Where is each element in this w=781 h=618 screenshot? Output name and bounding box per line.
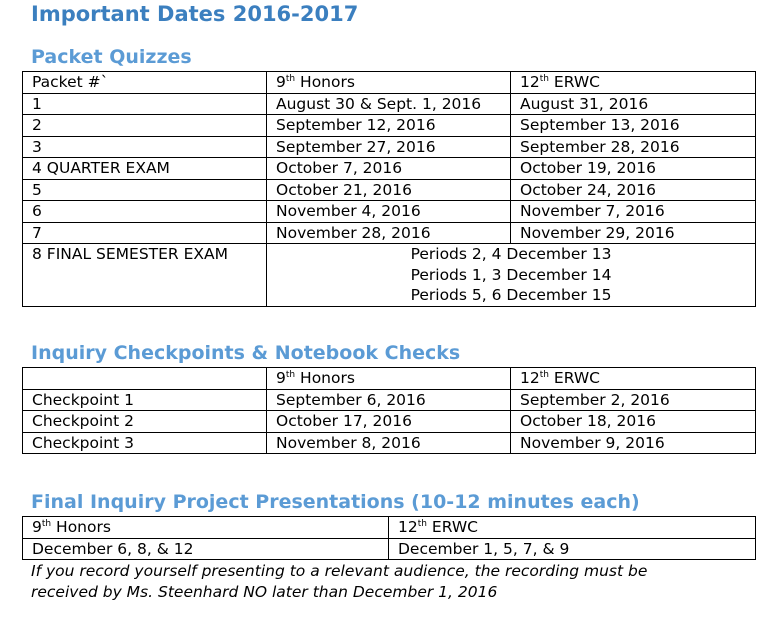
honors-date-cell: October 17, 2016 bbox=[267, 411, 511, 433]
erwc-date-cell: October 24, 2016 bbox=[511, 179, 756, 201]
header-9th-honors: 9th Honors bbox=[267, 72, 511, 94]
table-header-row bbox=[23, 72, 756, 94]
final-exam-row bbox=[23, 244, 756, 307]
honors-date-cell: October 7, 2016 bbox=[267, 158, 511, 180]
honors-date-cell: September 12, 2016 bbox=[267, 115, 511, 137]
erwc-date-cell: September 28, 2016 bbox=[511, 136, 756, 158]
table-row bbox=[23, 411, 756, 433]
header-empty bbox=[23, 368, 267, 390]
erwc-date-cell: October 18, 2016 bbox=[511, 411, 756, 433]
packet-cell: 5 bbox=[23, 179, 267, 201]
final-exam-period-line: Periods 2, 4 December 13 bbox=[410, 245, 612, 263]
recording-note-line: received by Ms. Steenhard NO later than December 1, 2016 bbox=[31, 583, 498, 601]
table-row bbox=[23, 201, 756, 223]
erwc-date-cell: September 2, 2016 bbox=[511, 389, 756, 411]
recording-note bbox=[31, 561, 647, 603]
erwc-date-cell: November 9, 2016 bbox=[511, 432, 756, 454]
header-packet-number: Packet #` bbox=[23, 72, 267, 94]
erwc-date-cell: October 19, 2016 bbox=[511, 158, 756, 180]
honors-date-cell: September 27, 2016 bbox=[267, 136, 511, 158]
table-row bbox=[23, 158, 756, 180]
recording-note-line: If you record yourself presenting to a relevant audience, the recording must be bbox=[31, 562, 648, 580]
packet-cell: 6 bbox=[23, 201, 267, 223]
erwc-date-cell: December 1, 5, 7, & 9 bbox=[389, 538, 756, 560]
table-row bbox=[23, 136, 756, 158]
checkpoint-cell: Checkpoint 2 bbox=[23, 411, 267, 433]
table-row bbox=[23, 538, 756, 560]
final-project-table bbox=[22, 516, 756, 560]
packet-cell: 7 bbox=[23, 222, 267, 244]
packet-cell: 1 bbox=[23, 93, 267, 115]
erwc-date-cell: November 7, 2016 bbox=[511, 201, 756, 223]
page-title: Important Dates 2016-2017 bbox=[31, 2, 359, 26]
final-exam-label: 8 FINAL SEMESTER EXAM bbox=[23, 244, 267, 307]
table-row bbox=[23, 93, 756, 115]
checkpoint-cell: Checkpoint 3 bbox=[23, 432, 267, 454]
packet-cell: 2 bbox=[23, 115, 267, 137]
erwc-date-cell: August 31, 2016 bbox=[511, 93, 756, 115]
table-row bbox=[23, 115, 756, 137]
header-9th-honors: 9th Honors bbox=[267, 368, 511, 390]
header-12th-erwc: 12th ERWC bbox=[511, 368, 756, 390]
table-header-row bbox=[23, 517, 756, 539]
header-12th-erwc: 12th ERWC bbox=[389, 517, 756, 539]
honors-date-cell: August 30 & Sept. 1, 2016 bbox=[267, 93, 511, 115]
table-row bbox=[23, 222, 756, 244]
packet-cell: 3 bbox=[23, 136, 267, 158]
honors-date-cell: September 6, 2016 bbox=[267, 389, 511, 411]
honors-date-cell: October 21, 2016 bbox=[267, 179, 511, 201]
packet-quizzes-table bbox=[22, 71, 756, 307]
checkpoint-cell: Checkpoint 1 bbox=[23, 389, 267, 411]
final-exam-periods bbox=[267, 244, 756, 307]
honors-date-cell: November 28, 2016 bbox=[267, 222, 511, 244]
table-row bbox=[23, 179, 756, 201]
table-row bbox=[23, 432, 756, 454]
final-exam-period-line: Periods 5, 6 December 15 bbox=[410, 286, 612, 304]
inquiry-checkpoints-heading: Inquiry Checkpoints & Notebook Checks bbox=[31, 342, 461, 364]
erwc-date-cell: November 29, 2016 bbox=[511, 222, 756, 244]
table-header-row bbox=[23, 368, 756, 390]
final-exam-period-line: Periods 1, 3 December 14 bbox=[410, 265, 612, 284]
header-9th-honors: 9th Honors bbox=[23, 517, 389, 539]
packet-quizzes-heading: Packet Quizzes bbox=[31, 46, 192, 68]
table-row bbox=[23, 389, 756, 411]
final-project-heading: Final Inquiry Project Presentations (10-12 minutes each) bbox=[31, 491, 640, 513]
header-12th-erwc: 12th ERWC bbox=[511, 72, 756, 94]
honors-date-cell: November 8, 2016 bbox=[267, 432, 511, 454]
honors-date-cell: December 6, 8, & 12 bbox=[23, 538, 389, 560]
inquiry-checkpoints-table bbox=[22, 367, 756, 454]
honors-date-cell: November 4, 2016 bbox=[267, 201, 511, 223]
erwc-date-cell: September 13, 2016 bbox=[511, 115, 756, 137]
packet-cell: 4 QUARTER EXAM bbox=[23, 158, 267, 180]
